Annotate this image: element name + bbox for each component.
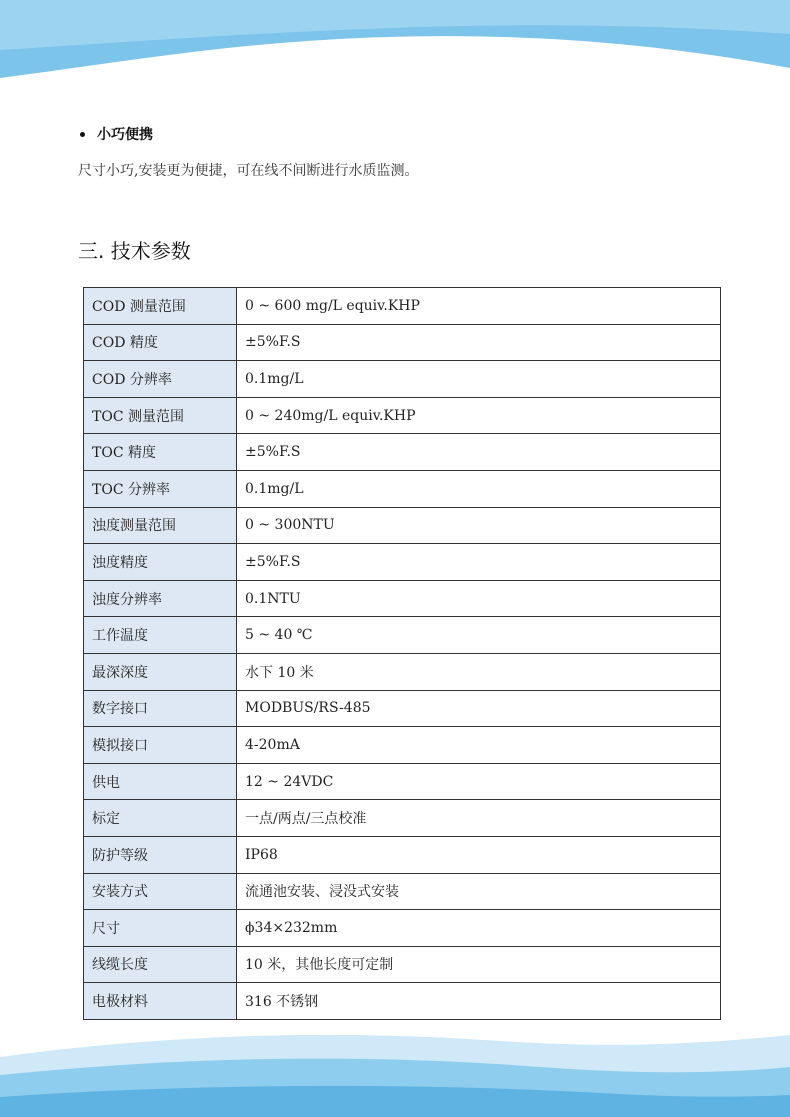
spec-label: 标定 <box>84 800 237 837</box>
spec-row <box>84 470 721 507</box>
spec-label: TOC 测量范围 <box>84 397 237 434</box>
spec-label: TOC 分辨率 <box>84 470 237 507</box>
spec-value: 10 米，其他长度可定制 <box>237 946 721 983</box>
spec-label: 线缆长度 <box>84 946 237 983</box>
bullet-dot-icon <box>80 132 85 137</box>
bottom-wave-decoration <box>0 1017 790 1117</box>
spec-label: 浊度测量范围 <box>84 507 237 544</box>
spec-label: 浊度精度 <box>84 544 237 581</box>
spec-value: 316 不锈钢 <box>237 983 721 1020</box>
spec-value: 一点/两点/三点校准 <box>237 800 721 837</box>
spec-value: IP68 <box>237 836 721 873</box>
spec-label: 电极材料 <box>84 983 237 1020</box>
spec-row <box>84 507 721 544</box>
bullet-heading-text: 小巧便携 <box>97 127 153 143</box>
spec-row <box>84 836 721 873</box>
spec-label: COD 精度 <box>84 324 237 361</box>
spec-label: COD 分辨率 <box>84 361 237 398</box>
spec-label: 安装方式 <box>84 873 237 910</box>
spec-row <box>84 910 721 947</box>
spec-row <box>84 324 721 361</box>
spec-label: 数字接口 <box>84 690 237 727</box>
spec-value: MODBUS/RS-485 <box>237 690 721 727</box>
spec-row <box>84 800 721 837</box>
spec-value: 12 ~ 24VDC <box>237 763 721 800</box>
spec-row <box>84 434 721 471</box>
spec-value: 0.1mg/L <box>237 470 721 507</box>
spec-row <box>84 690 721 727</box>
spec-row <box>84 873 721 910</box>
spec-row <box>84 946 721 983</box>
spec-value: 水下 10 米 <box>237 653 721 690</box>
spec-value: 流通池安装、浸没式安装 <box>237 873 721 910</box>
spec-label: 尺寸 <box>84 910 237 947</box>
bullet-heading <box>80 124 153 144</box>
spec-row <box>84 763 721 800</box>
spec-label: 最深深度 <box>84 653 237 690</box>
spec-row <box>84 397 721 434</box>
spec-row <box>84 544 721 581</box>
description-paragraph: 尺寸小巧,安装更为便捷，可在线不间断进行水质监测。 <box>78 163 419 179</box>
spec-value: 5 ~ 40 ℃ <box>237 617 721 654</box>
spec-value: 0 ~ 300NTU <box>237 507 721 544</box>
spec-label: TOC 精度 <box>84 434 237 471</box>
spec-value: ±5%F.S <box>237 544 721 581</box>
spec-row <box>84 983 721 1020</box>
spec-value: 4-20mA <box>237 727 721 764</box>
spec-value: ϕ34×232mm <box>237 910 721 947</box>
top-wave-decoration <box>0 0 790 90</box>
section-title: 三. 技术参数 <box>78 239 191 263</box>
spec-label: COD 测量范围 <box>84 288 237 325</box>
spec-row <box>84 617 721 654</box>
spec-table <box>83 287 721 1020</box>
spec-row <box>84 580 721 617</box>
spec-label: 防护等级 <box>84 836 237 873</box>
spec-label: 工作温度 <box>84 617 237 654</box>
spec-value: 0 ~ 600 mg/L equiv.KHP <box>237 288 721 325</box>
spec-label: 模拟接口 <box>84 727 237 764</box>
spec-row <box>84 288 721 325</box>
spec-value: 0.1NTU <box>237 580 721 617</box>
spec-row <box>84 727 721 764</box>
spec-label: 供电 <box>84 763 237 800</box>
spec-label: 浊度分辨率 <box>84 580 237 617</box>
spec-row <box>84 361 721 398</box>
spec-value: ±5%F.S <box>237 324 721 361</box>
spec-value: 0.1mg/L <box>237 361 721 398</box>
spec-value: 0 ~ 240mg/L equiv.KHP <box>237 397 721 434</box>
spec-row <box>84 653 721 690</box>
spec-value: ±5%F.S <box>237 434 721 471</box>
